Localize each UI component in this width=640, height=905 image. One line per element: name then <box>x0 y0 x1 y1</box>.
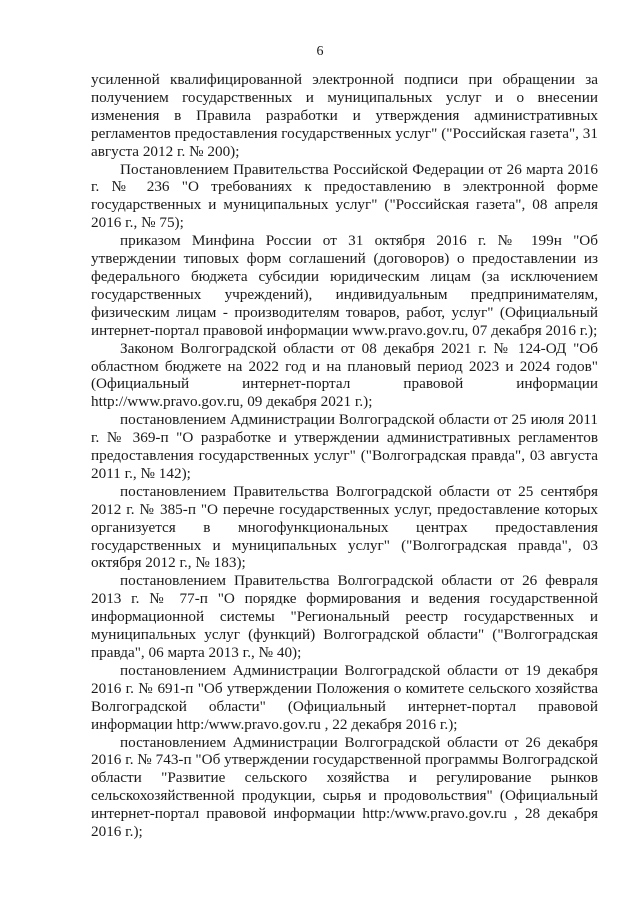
document-body <box>91 71 598 841</box>
paragraph-resolution-743-p: постановлением Администрации Волгоградской области от 26 декабря 2016 г. № 743-п "Об утверждении государственной программы Волгоградской области "Развитие сельского хозяйства и регулирование рынков сельскохозяйственной продукции, сырья и продовольствия" (Официальный интернет-портал правовой информации http:/www.pravo.gov.ru , 28 декабря 2016 г.); <box>91 733 598 841</box>
page-number: 6 <box>316 44 324 59</box>
paragraph-regional-law-124-od: Законом Волгоградской области от 08 декабря 2021 г. № 124-ОД "Об областном бюджете на 2022 год и на плановый период 2023 и 2024 годов" (Официальный интернет-портал правовой информации http://www.pravo.gov.ru, 09 декабря 2021 г.); <box>91 339 598 411</box>
paragraph-resolution-385-p: постановлением Правительства Волгоградской области от 25 сентября 2012 г. № 385-п "О перечне государственных услуг, предоставление которых организуется в многофункциональных центрах предоставления государственных и муниципальных услуг" ("Волгоградская правда", 03 октября 2012 г., № 183); <box>91 482 598 572</box>
paragraph-minfin-order-199n: приказом Минфина России от 31 октября 2016 г. № 199н "Об утверждении типовых форм соглашений (договоров) о предоставлении из федерального бюджета субсидии юридическим лицам (за исключением государственных учреждений), индивидуальным предпринимателям, физическим лицам - производителям товаров, работ, услуг" (Официальный интернет-портал правовой информации www.pravo.gov.ru, 07 декабря 2016 г.); <box>91 232 598 339</box>
paragraph-resolution-691-p: постановлением Администрации Волгоградской области от 19 декабря 2016 г. № 691-п "Об утверждении Положения о комитете сельского хозяйства Волгоградской области" (Официальный интернет-портал правовой информации http:/www.pravo.gov.ru , 22 декабря 2016 г.); <box>91 661 598 733</box>
paragraph-government-decree-236: Постановлением Правительства Российской Федерации от 26 марта 2016 г. № 236 "О требованиях к предоставлению в электронной форме государственных и муниципальных услуг" ("Российская газета", 08 апреля 2016 г., № 75); <box>91 160 598 232</box>
paragraph-resolution-369-p: постановлением Администрации Волгоградской области от 25 июля 2011 г. № 369-п "О разработке и утверждении административных регламентов предоставления государственных услуг" ("Волгоградская правда", 03 августа 2011 г., № 142); <box>91 411 598 482</box>
paragraph-continued: усиленной квалифицированной электронной подписи при обращении за получением государственных и муниципальных услуг и о внесении изменения в Правила разработки и утверждения административных регламентов предоставления государственных услуг" ("Российская газета", 31 августа 2012 г. № 200); <box>91 71 598 160</box>
paragraph-resolution-77-p: постановлением Правительства Волгоградской области от 26 февраля 2013 г. № 77-п "О порядке формирования и ведения государственной информационной системы "Региональный реестр государственных и муниципальных услуг (функций) Волгоградской области" ("Волгоградская правда", 06 марта 2013 г., № 40); <box>91 572 598 661</box>
